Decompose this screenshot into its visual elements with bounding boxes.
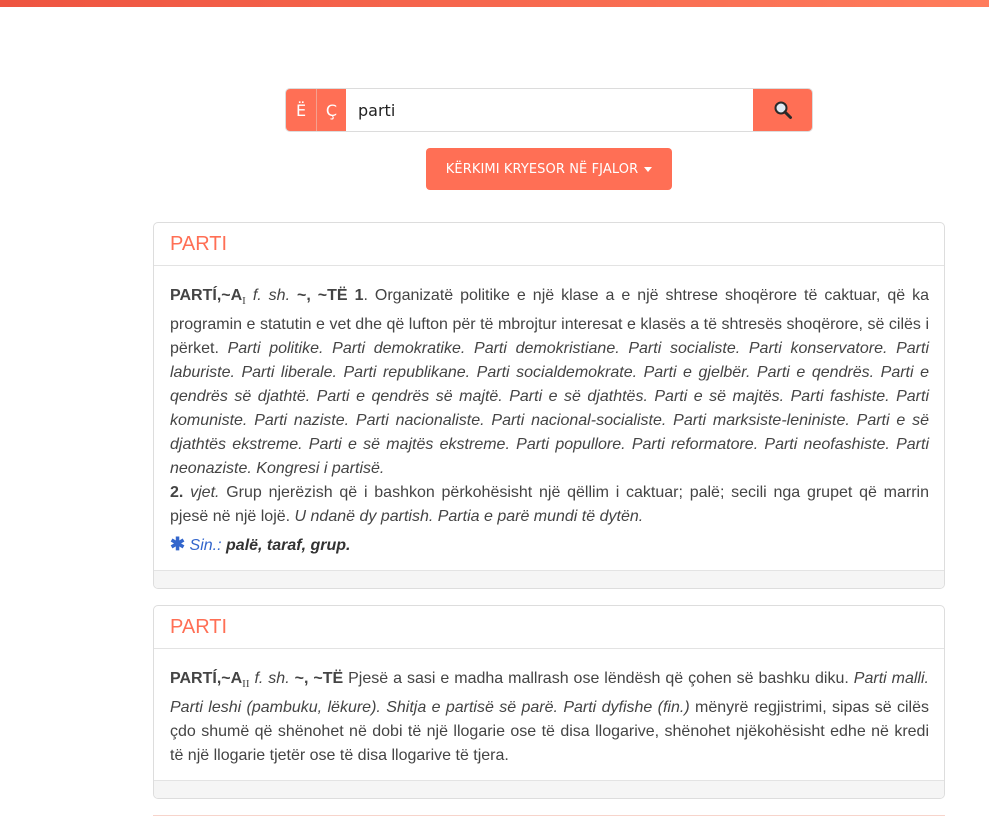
entry-card xyxy=(153,605,945,799)
entry-title: PARTI xyxy=(154,223,944,266)
sense-2 xyxy=(170,481,929,529)
headword: PARTÍ,~A xyxy=(170,287,243,304)
entry-body xyxy=(154,649,944,768)
insert-char-e-button[interactable]: Ë xyxy=(286,89,316,131)
definition: Grup njerëzish që i bashkon përkohësisht një qëllim i caktuar; palë; secili nga grupet që marrin pjesë në një lojë. xyxy=(170,484,929,526)
card-footer xyxy=(154,570,944,588)
grammar-label: f. sh. xyxy=(254,670,290,687)
definition-continued: mënyrë regjistrimi, sipas së cilës çdo shumë që shënohet në dobi të një llogarie ose të disa llogarive, shënohet njëkohësisht edhe në kredi të një llogarie tjetër ose të disa llogarive të tjera. xyxy=(170,699,929,765)
examples: U ndanë dy partish. Partia e parë mundi të dytën. xyxy=(294,508,644,526)
grammar-label: f. sh. xyxy=(252,287,291,304)
insert-char-c-button[interactable]: Ç xyxy=(316,89,346,131)
caret-down-icon xyxy=(644,167,652,172)
sense-number: 2. xyxy=(170,484,184,502)
next-card-edge xyxy=(153,815,945,816)
sense-1 xyxy=(170,284,929,481)
inflection-forms: ~, ~TË xyxy=(294,670,344,687)
homonym-number: II xyxy=(242,678,250,691)
card-footer xyxy=(154,780,944,798)
entry-title: PARTI xyxy=(154,606,944,649)
inflection-forms: ~, ~TË xyxy=(297,287,348,304)
examples: Parti politike. Parti demokratike. Parti demokristiane. Parti socialiste. Parti konservatore. Parti laburiste. Parti liberale. Parti republikane. Parti socialdemokrate. Parti e gjelbër. Parti e qendrës. Parti e qendrës së djathtë. Parti e qendrës së majtë. Parti e së djathtës. Parti e së majtës. Parti fashiste. Parti komuniste. Parti naziste. Parti nacionaliste. Parti nacional-socialiste. Parti marksiste-leniniste. Parti e së djathtës ekstreme. Parti e së majtës ekstreme. Parti popullore. Parti reformatore. Parti neofashiste. Parti neonaziste. Kongresi i partisë. xyxy=(170,340,930,478)
search-input[interactable] xyxy=(346,89,753,131)
usage-label: vjet. xyxy=(190,484,220,502)
headword: PARTÍ,~A xyxy=(170,670,243,687)
magnifier-icon xyxy=(773,100,793,120)
search-bar xyxy=(285,88,813,132)
definition: Pjesë a sasi e madha mallrash ose lëndësh që çohen së bashku diku. xyxy=(343,670,854,687)
top-accent-bar xyxy=(0,0,989,7)
synonym-words: palë, taraf, grup. xyxy=(226,537,351,555)
definition: . Organizatë politike e një klase a e një shtrese shoqërore të caktuar, që ka programin e statutin e vet dhe që lufton për të mbrojtur interesat e klasës a të shtresës shoqërore, së cilës i përket. xyxy=(170,287,929,358)
dictionary-search-dropdown[interactable] xyxy=(426,148,672,190)
synonym-label: Sin.: xyxy=(189,537,222,555)
examples: Parti malli. Parti leshi (pambuku, lëkure). Shitja e partisë së parë. Parti dyfishe (fin.) xyxy=(170,670,929,717)
search-button[interactable] xyxy=(753,89,812,131)
homonym-number: I xyxy=(242,295,246,308)
entry-card xyxy=(153,222,945,589)
dropdown-label: KËRKIMI KRYESOR NË FJALOR xyxy=(445,161,639,177)
synonyms xyxy=(170,532,929,558)
asterisk-icon: ✱ xyxy=(170,534,186,555)
sense-number: 1 xyxy=(354,287,364,304)
entry-body xyxy=(154,266,944,558)
